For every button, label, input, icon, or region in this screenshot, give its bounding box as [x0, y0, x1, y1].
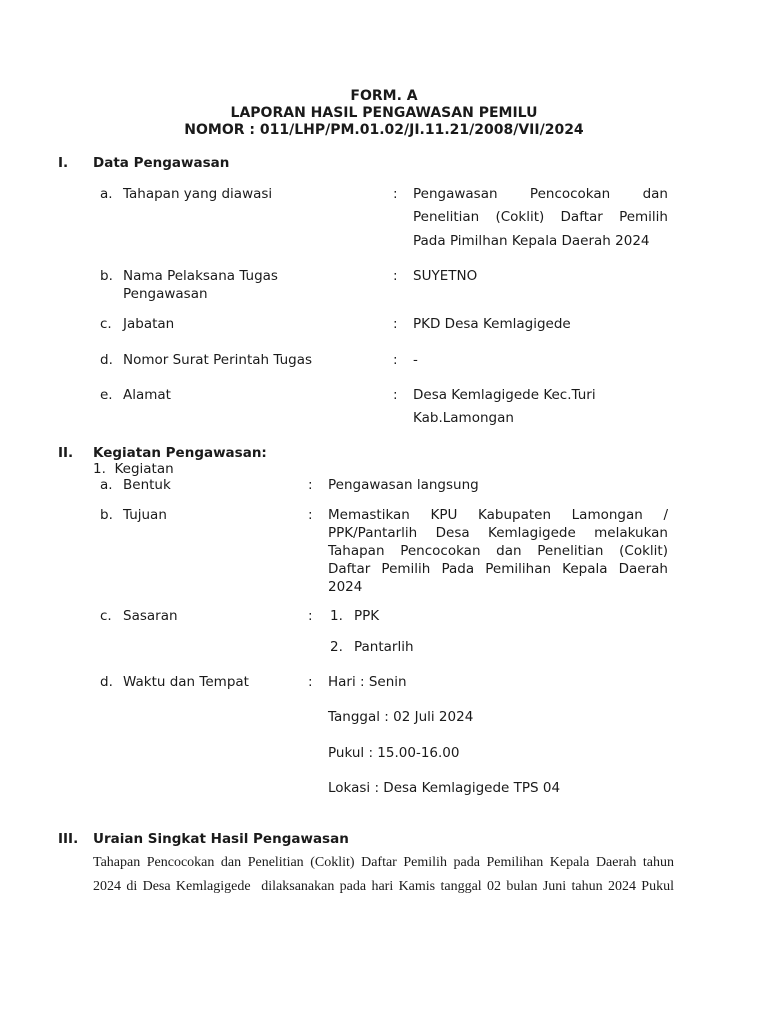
- item-letter: c.: [100, 316, 112, 332]
- field-value-line: Pukul : 15.00-16.00: [328, 745, 460, 761]
- field-value-line: Memastikan KPU Kabupaten Lamongan /: [328, 507, 668, 523]
- field-value-line: Desa Kemlagigede Kec.Turi: [413, 387, 596, 403]
- section-1-number: I.: [58, 155, 69, 171]
- field-value-line: Penelitian (Coklit) Daftar Pemilih: [413, 209, 668, 225]
- paragraph-line: Tahapan Pencocokan dan Penelitian (Coklit) Daftar Pemilih pada Pemilihan Kepala Daerah tahun: [93, 855, 674, 870]
- field-value-line: Lokasi : Desa Kemlagigede TPS 04: [328, 780, 561, 796]
- field-label: Alamat: [123, 387, 171, 403]
- field-colon: :: [393, 268, 398, 284]
- section-2-number: II.: [58, 445, 74, 461]
- item-letter: a.: [100, 186, 113, 202]
- item-letter: b.: [100, 268, 113, 284]
- form-label: FORM. A: [350, 88, 418, 104]
- field-value-line: 2024: [328, 579, 363, 595]
- section-2-title: Kegiatan Pengawasan:: [93, 445, 267, 461]
- report-title: LAPORAN HASIL PENGAWASAN PEMILU: [230, 105, 538, 121]
- field-colon: :: [393, 387, 398, 403]
- report-number: NOMOR : 011/LHP/PM.01.02/JI.11.21/2008/VII/2024: [184, 122, 584, 138]
- list-number: 1.: [330, 608, 343, 624]
- field-value-line: Pengawasan Pencocokan dan: [413, 186, 668, 202]
- field-colon: :: [393, 316, 398, 332]
- field-colon: :: [308, 608, 313, 624]
- field-value-line: Daftar Pemilih Pada Pemilihan Kepala Daerah: [328, 561, 668, 577]
- item-letter: c.: [100, 608, 112, 624]
- field-value: SUYETNO: [413, 268, 478, 284]
- field-value-line: PPK/Pantarlih Desa Kemlagigede melakukan: [328, 525, 668, 541]
- field-colon: :: [308, 674, 313, 690]
- item-letter: a.: [100, 477, 113, 493]
- field-value: PKD Desa Kemlagigede: [413, 316, 571, 332]
- item-letter: d.: [100, 674, 113, 690]
- field-colon: :: [308, 477, 313, 493]
- section-3-number: III.: [58, 831, 79, 847]
- list-item: Pantarlih: [354, 639, 414, 655]
- field-label: Pengawasan: [123, 286, 208, 302]
- list-item: PPK: [354, 608, 380, 624]
- item-letter: d.: [100, 352, 113, 368]
- field-label: Sasaran: [123, 608, 178, 624]
- field-value-line: Pada Pimilhan Kepala Daerah 2024: [413, 233, 650, 249]
- field-value-line: Hari : Senin: [328, 674, 407, 690]
- item-letter: b.: [100, 507, 113, 523]
- field-colon: :: [393, 352, 398, 368]
- field-label: Tahapan yang diawasi: [123, 186, 273, 202]
- section-1-title: Data Pengawasan: [93, 155, 230, 171]
- subsection-title: 1. Kegiatan: [93, 461, 174, 477]
- item-letter: e.: [100, 387, 113, 403]
- field-colon: :: [308, 507, 313, 523]
- field-value: -: [413, 352, 418, 368]
- field-value-line: Tanggal : 02 Juli 2024: [328, 709, 474, 725]
- field-value-line: Tahapan Pencocokan dan Penelitian (Coklit): [328, 543, 668, 559]
- field-label: Nama Pelaksana Tugas: [123, 268, 278, 284]
- field-label: Waktu dan Tempat: [123, 674, 249, 690]
- field-label: Bentuk: [123, 477, 171, 493]
- field-label: Jabatan: [123, 316, 175, 332]
- field-label: Nomor Surat Perintah Tugas: [123, 352, 313, 368]
- field-value: Pengawasan langsung: [328, 477, 479, 493]
- section-3-title: Uraian Singkat Hasil Pengawasan: [93, 831, 349, 847]
- field-value-line: Kab.Lamongan: [413, 410, 514, 426]
- list-number: 2.: [330, 639, 343, 655]
- paragraph-line: 2024 di Desa Kemlagigede dilaksanakan pada hari Kamis tanggal 02 bulan Juni tahun 2024 Pukul: [93, 879, 674, 894]
- field-label: Tujuan: [123, 507, 167, 523]
- field-colon: :: [393, 186, 398, 202]
